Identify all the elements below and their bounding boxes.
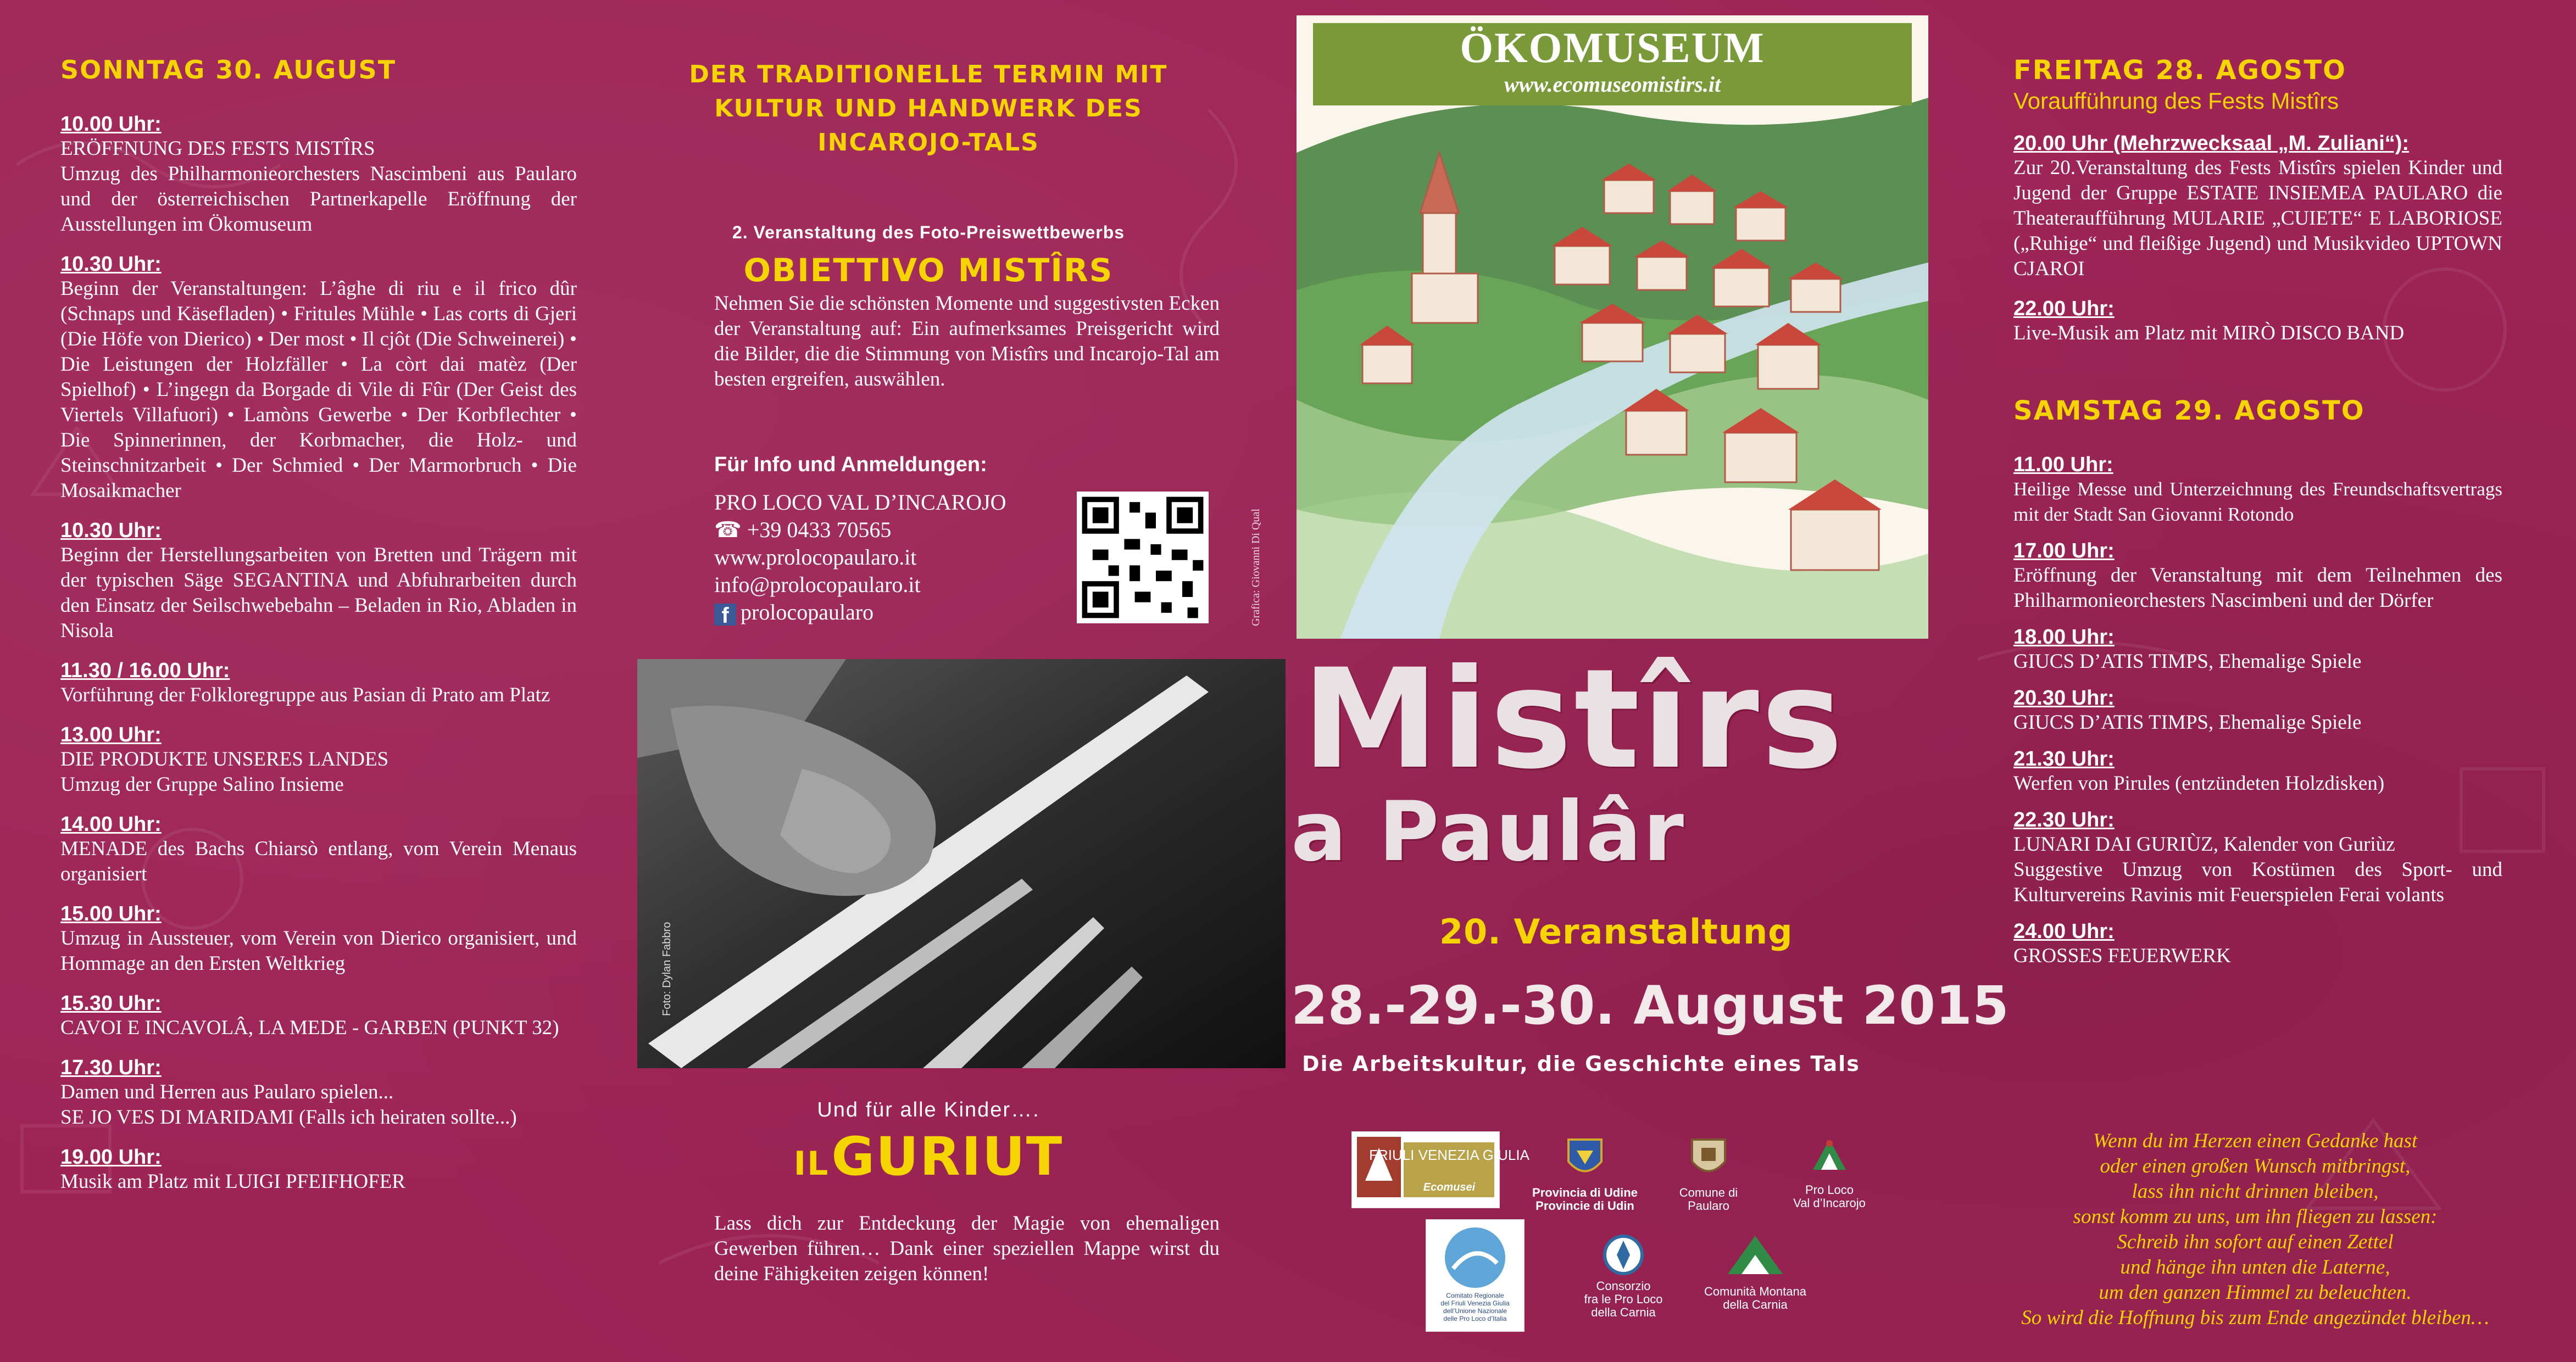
sunday-entry [60, 253, 577, 504]
entry-time: 11.00 Uhr: [2013, 453, 2113, 476]
comunita-logo-icon [1725, 1233, 1785, 1277]
entry-text: Vorführung der Folkloregruppe aus Pasian di Prato am Platz [60, 684, 550, 706]
friuli-logo-graphic [1351, 1131, 1529, 1208]
org-name: PRO LOCO VAL D’INCAROJO [714, 490, 1006, 515]
museum-website[interactable]: www.ecomuseomistirs.it [1504, 72, 1721, 97]
friuli-logo-sub: Ecomusei [1423, 1181, 1476, 1193]
saturday-entry [2013, 626, 2502, 674]
entry-time: 21.30 Uhr: [2013, 747, 2115, 771]
event-subtitle: Die Arbeitskultur, die Geschichte eines Tals [1302, 1052, 1860, 1076]
sunday-entry [60, 723, 577, 797]
entry-time: 11.30 / 16.00 Uhr: [60, 659, 230, 682]
sunday-entry [60, 902, 577, 976]
poem-line: Schreib ihn sofort auf einen Zettel [2117, 1231, 2394, 1253]
contest-text: Nehmen Sie die schönsten Momente und suggestivsten Ecken der Veranstaltung auf: Ein aufmerksames Preisgericht wird die Bilder, die die Stimmung von Mistîrs und Incarojo-Tal am besten ergreifen, auswählen. [714, 292, 1220, 390]
poem-line: um den ganzen Himmel zu beleuchten. [2099, 1281, 2412, 1304]
poem [1991, 1129, 2519, 1331]
sunday-heading: SONNTAG 30. AUGUST [60, 55, 397, 85]
phone-icon: ☎ [714, 517, 747, 542]
entry-text: Musik am Platz mit LUIGI PFEIFHOFER [60, 1170, 405, 1193]
entry-text: GIUCS D’ATIS TIMPS, Ehemalige Spiele [2013, 711, 2362, 734]
sunday-entry [60, 519, 577, 644]
kids-title [637, 1126, 1220, 1187]
entry-text: Eröffnung der Veranstaltung mit dem Teilnehmen des Philharmonieorchesters Nascimbeni und der Dörfer [2013, 564, 2502, 612]
museum-banner [1313, 23, 1912, 105]
friuli-logo [1351, 1131, 1529, 1208]
entry-time: 10.00 Uhr: [60, 113, 162, 136]
museum-title: ÖKOMUSEUM [1460, 24, 1765, 71]
facebook-icon: f [714, 604, 736, 626]
consorzio-caption: Consorzio fra le Pro Loco della Carnia [1584, 1279, 1663, 1319]
proloco-logo-icon [1807, 1131, 1851, 1175]
comune-caption: Comune di Paularo [1679, 1186, 1738, 1213]
entry-time: 22.30 Uhr: [2013, 808, 2115, 831]
qr-code[interactable] [1077, 492, 1209, 623]
entry-time: 15.00 Uhr: [60, 902, 162, 925]
entry-time: 20.00 Uhr (Mehrzwecksaal „M. Zuliani“): [2013, 132, 2410, 155]
kids-title-main: GURIUT [831, 1126, 1064, 1187]
kids-text: Lass dich zur Entdeckung der Magie von ehemaligen Gewerben führen… Dank einer speziellen Mappe wirst du deine Fähigkeiten zeigen können! [714, 1212, 1220, 1285]
entry-text: LUNARI DAI GURIÙZ, Kalender von Guriùz Suggestive Umzug von Kostümen des Sport- und Kulturvereins Ravinis mit Feuerspielen Ferai volants [2013, 833, 2502, 906]
entry-time: 14.00 Uhr: [60, 813, 162, 836]
entry-text: Live-Musik am Platz mit MIRÒ DISCO BAND [2013, 322, 2405, 344]
entry-text: Werfen von Pirules (entzündeten Holzdisken) [2013, 772, 2385, 795]
info-column [637, 0, 1262, 1362]
cover-column [1258, 0, 2009, 1362]
entry-text: MENADE des Bachs Chiarsò entlang, vom Verein Menaus organisiert [60, 838, 577, 885]
saturday-heading: SAMSTAG 29. AGOSTO [2013, 395, 2365, 426]
facebook-handle[interactable]: prolocopaularo [741, 600, 874, 624]
entry-text: Umzug in Aussteuer, vom Verein von Dierico organisiert, und Hommage an den Ersten Weltkrieg [60, 927, 577, 975]
poem-line: sonst komm zu uns, um ihn fliegen zu lassen: [2073, 1205, 2438, 1228]
friuli-logo-label: FRIULI VENEZIA GIULIA [1369, 1147, 1529, 1163]
entry-text: Heilige Messe und Unterzeichnung des Freundschaftsvertrags mit der Stadt San Giovanni Rotondo [2013, 478, 2502, 525]
contest-label: 2. Veranstaltung des Foto-Preiswettbewerbs [732, 222, 1125, 242]
sunday-entries [60, 113, 577, 1210]
saturday-entry [2013, 747, 2502, 796]
entry-text: GIUCS D’ATIS TIMPS, Ehemalige Spiele [2013, 650, 2362, 673]
entry-time: 10.30 Uhr: [60, 253, 162, 276]
hand-photo [637, 659, 1286, 1068]
sunday-column [60, 0, 577, 1362]
sunday-entry [60, 113, 577, 237]
sunday-entry [60, 992, 577, 1041]
friday-entry [2013, 132, 2502, 282]
photo-credit: Foto: Dylan Fabbro [661, 922, 673, 1016]
entry-text: ERÖFFNUNG DES FESTS MISTÎRS Umzug des Philharmonieorchesters Nascimbeni aus Paularo und der österreichischen Partnerkapelle Eröffnung der Ausstellungen im Ökomuseum [60, 137, 577, 236]
poem-line: Wenn du im Herzen einen Gedanke hast [2093, 1130, 2418, 1152]
entry-time: 18.00 Uhr: [2013, 626, 2115, 649]
friday-entries [2013, 132, 2502, 361]
contest-title: OBIETTIVO MISTÎRS [743, 252, 1114, 289]
email-link[interactable]: info@prolocopaularo.it [714, 572, 921, 597]
contact-block [714, 489, 1006, 626]
event-dates: 28.-29.-30. August 2015 [1291, 975, 2009, 1036]
entry-time: 15.30 Uhr: [60, 992, 162, 1015]
entry-time: 22.00 Uhr: [2013, 297, 2115, 320]
saturday-entry [2013, 686, 2502, 735]
entry-text: Damen und Herren aus Paularo spielen... SE JO VES DI MARIDAMI (Falls ich heiraten sollte...) [60, 1081, 517, 1129]
friday-saturday-column [2013, 0, 2502, 1362]
entry-time: 19.00 Uhr: [60, 1146, 162, 1169]
entry-time: 10.30 Uhr: [60, 519, 162, 542]
entry-text: Beginn der Herstellungsarbeiten von Bretten und Trägern mit der typischen Säge SEGANTINA und Abfuhrarbeiten durch den Einsatz der Seilschwebebahn – Beladen in Rio, Abladen in Nisola [60, 544, 577, 642]
entry-text: CAVOI E INCAVOLÂ, LA MEDE - GARBEN (PUNKT 32) [60, 1017, 559, 1039]
sunday-entry [60, 659, 577, 708]
friday-subheading: Voraufführung des Fests Mistîrs [2013, 88, 2339, 114]
saturday-entry [2013, 920, 2502, 969]
comitato-caption: Comitato Regionale del Friuli Venezia Giulia dell’Unione Nazionale delle Pro Loco d’Italia [1440, 1292, 1510, 1322]
main-title-line1: Mistîrs [1302, 639, 1845, 799]
entry-time: 17.00 Uhr: [2013, 539, 2115, 562]
poem-line: So wird die Hoffnung bis zum Ende angezündet bleiben… [2021, 1307, 2489, 1329]
friday-entry [2013, 297, 2502, 346]
friday-heading: FREITAG 28. AGOSTO [2013, 55, 2346, 86]
proloco-caption: Pro Loco Val d’Incarojo [1793, 1183, 1866, 1210]
saturday-entry [2013, 808, 2502, 908]
saturday-entries [2013, 453, 2502, 981]
comune-crest-icon [1689, 1131, 1728, 1181]
main-title-line2: a Paulâr [1291, 784, 1685, 880]
graphics-credit: Grafica: Giovanni Di Qual [1250, 509, 1262, 626]
entry-text: Zur 20.Veranstaltung des Fests Mistîrs spielen Kinder und Jugend der Gruppe ESTATE INSIEMEA PAULARO die Theateraufführung MULARIE „CUIETE“ E LABORIOSE („Ruhige“ und fleißige Jugend) und Musikvideo UPTOWN CJAROI [2013, 157, 2502, 280]
kids-intro: Und für alle Kinder…. [817, 1098, 1040, 1121]
tradition-heading: DER TRADITIONELLE TERMIN MIT KULTUR UND HANDWERK DES INCAROJO-TALS [689, 60, 1168, 157]
entry-text: DIE PRODUKTE UNSERES LANDES Umzug der Gruppe Salino Insieme [60, 748, 389, 796]
poem-line: lass ihn nicht drinnen bleiben, [2132, 1180, 2379, 1203]
entry-time: 24.00 Uhr: [2013, 920, 2115, 943]
phone-line [714, 516, 1006, 544]
sunday-entry [60, 813, 577, 887]
saturday-entry [2013, 453, 2502, 527]
entry-text: GROSSES FEUERWERK [2013, 945, 2231, 967]
phone-number[interactable]: +39 0433 70565 [747, 517, 892, 542]
provincia-crest-icon [1566, 1131, 1604, 1181]
kids-title-prefix: IL [793, 1145, 830, 1183]
village-illustration [1297, 15, 1928, 639]
website-link[interactable]: www.prolocopaularo.it [714, 545, 917, 570]
entry-text: Beginn der Veranstaltungen: L’âghe di riu e il frico dûr (Schnaps und Käsefladen) • Fritules Mühle • Las corts di Gjeri (Die Höfe von Dierico) • Der most • Il cjôt (Die Schweinerei) • Die Leistungen der Holzfäller • La còrt dai matèz (Der Spielhof) • L’ingegn da Borgade di Vile di Fûr (Der Geist des Viertels Villafuori) • Lamòns Gewerbe • Der Korbflechter • Die Spinnerinnen, der Korbmacher, die Holz- und Steinschnitzarbeit • Der Schmied • Der Marmorbruch • Die Mosaikmacher [60, 277, 577, 502]
info-title: Für Info und Anmeldungen: [714, 453, 987, 476]
edition-label: 20. Veranstaltung [1439, 912, 1793, 952]
comunita-caption: Comunità Montana della Carnia [1704, 1285, 1806, 1311]
sunday-entry [60, 1146, 577, 1194]
facebook-line [714, 599, 1006, 626]
provincia-caption: Provincia di Udine Provincie di Udin [1532, 1186, 1638, 1213]
entry-time: 20.30 Uhr: [2013, 686, 2115, 710]
poem-line: und hänge ihn unten die Laterne, [2120, 1256, 2390, 1279]
entry-time: 13.00 Uhr: [60, 723, 162, 746]
entry-time: 17.30 Uhr: [60, 1056, 162, 1079]
poem-line: oder einen großen Wunsch mitbringst, [2100, 1155, 2411, 1177]
sunday-entry [60, 1056, 577, 1130]
saturday-entry [2013, 539, 2502, 613]
consorzio-logo-icon [1601, 1233, 1645, 1277]
